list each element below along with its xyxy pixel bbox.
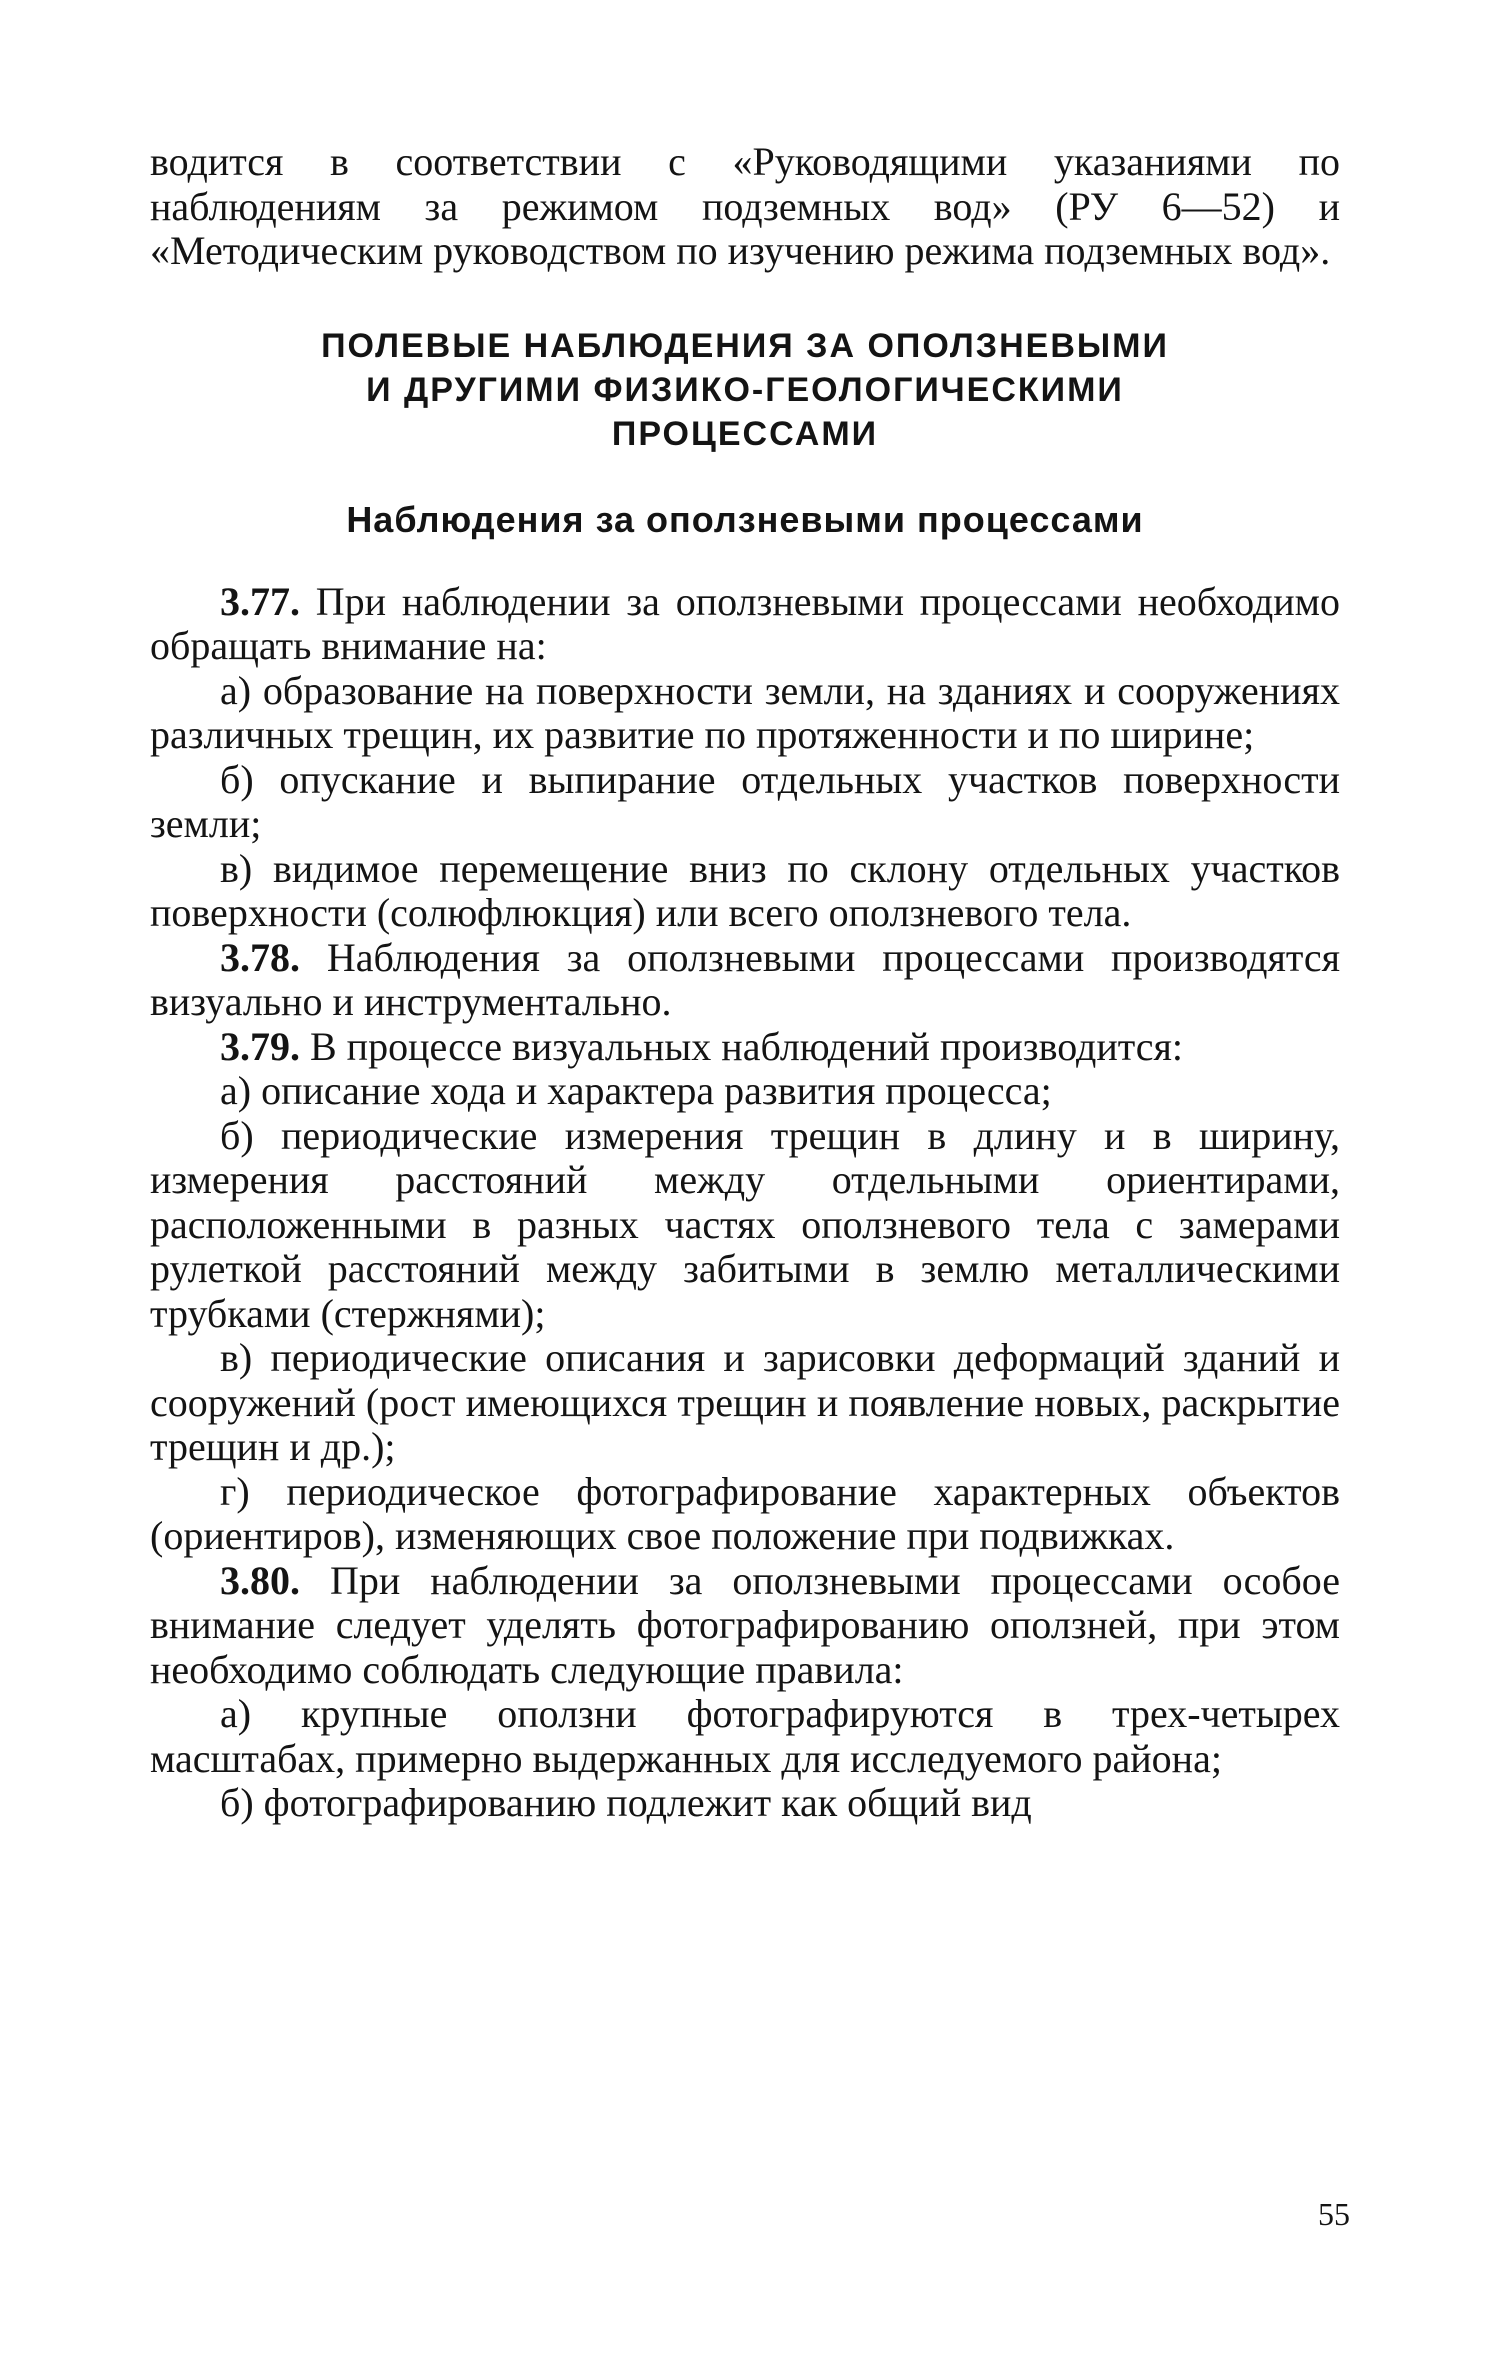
page-body bbox=[150, 140, 1340, 1826]
list-item: а) крупные оползни фотографируются в трех-четырех масштабах, примерно выдержанных для исследуемого района; bbox=[150, 1691, 1340, 1781]
clause-text: Наблюдения за оползневыми процессами производятся визуально и инструментально. bbox=[150, 934, 1340, 1024]
list-item: а) образование на поверхности земли, на зданиях и сооружениях различных трещин, их развитие по протяженности и по ширине; bbox=[150, 667, 1340, 757]
section-title-line: ПРОЦЕССАМИ bbox=[611, 414, 879, 453]
clause-3-78 bbox=[150, 936, 1340, 1025]
clause-text: При наблюдении за оползневыми процессами необходимо обращать внимание на: bbox=[150, 578, 1340, 668]
clause-text: При наблюдении за оползневыми процессами особое внимание следует уделять фотографированию оползней, при этом необходимо соблюдать следующие правила: bbox=[150, 1557, 1340, 1692]
subsection-title: Наблюдения за оползневыми процессами bbox=[346, 498, 1144, 540]
list-item: б) опускание и выпирание отдельных участков поверхности земли; bbox=[150, 756, 1340, 846]
list-item: б) периодические измерения трещин в длину и в ширину, измерения расстояний между отдельными ориентирами, расположенными в разных частях оползневого тела с замерами рулеткой расстояний между забитыми в землю металлическими трубками (стержнями); bbox=[150, 1112, 1340, 1336]
clause-3-77 bbox=[150, 580, 1340, 669]
clause-3-79 bbox=[150, 1025, 1340, 1070]
page-number: 55 bbox=[1318, 2196, 1350, 2232]
clause-number: 3.78. bbox=[220, 934, 300, 980]
list-item: г) периодическое фотографирование характерных объектов (ориентиров), изменяющих свое положение при подвижках. bbox=[150, 1468, 1340, 1558]
intro-paragraph: водится в соответствии с «Руководящими указаниями по наблюдениям за режимом подземных вод» (РУ 6—52) и «Методическим руководством по изучению режима подземных вод». bbox=[150, 139, 1340, 273]
section-title-line: И ДРУГИМИ ФИЗИКО-ГЕОЛОГИЧЕСКИМИ bbox=[366, 370, 1124, 409]
clause-text: В процессе визуальных наблюдений производится: bbox=[300, 1023, 1184, 1069]
clause-3-80 bbox=[150, 1559, 1340, 1693]
section-title bbox=[150, 324, 1340, 456]
list-item: б) фотографированию подлежит как общий вид bbox=[220, 1780, 1032, 1825]
list-item: а) описание хода и характера развития процесса; bbox=[220, 1068, 1052, 1113]
clause-number: 3.77. bbox=[220, 578, 300, 624]
clause-number: 3.79. bbox=[220, 1023, 300, 1069]
section-title-line: ПОЛЕВЫЕ НАБЛЮДЕНИЯ ЗА ОПОЛЗНЕВЫМИ bbox=[321, 326, 1169, 365]
list-item: в) периодические описания и зарисовки деформаций зданий и сооружений (рост имеющихся трещин и появление новых, раскрытие трещин и др.); bbox=[150, 1335, 1340, 1469]
list-item: в) видимое перемещение вниз по склону отдельных участков поверхности (солюфлюкция) или всего оползневого тела. bbox=[150, 845, 1340, 935]
clause-number: 3.80. bbox=[220, 1557, 300, 1603]
